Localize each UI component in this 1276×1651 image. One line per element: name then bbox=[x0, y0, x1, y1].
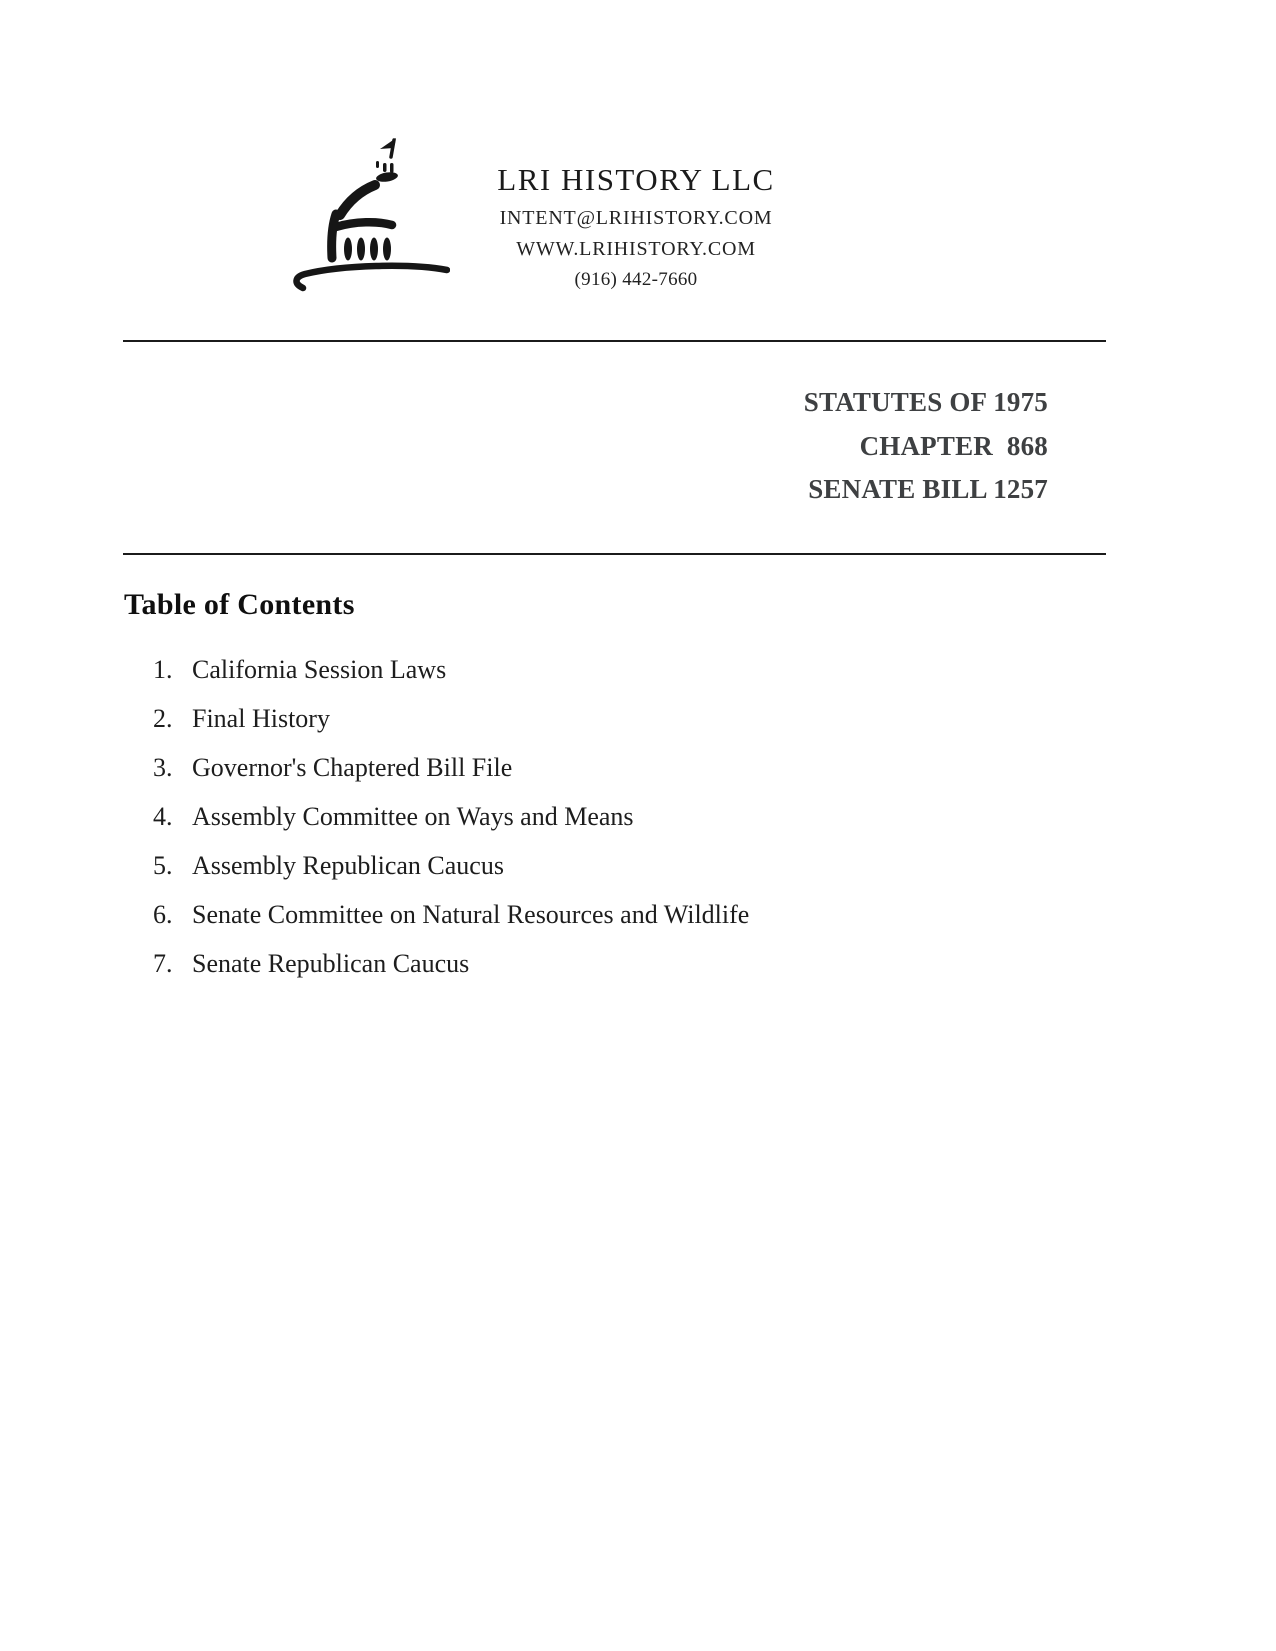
top-divider-rule bbox=[123, 340, 1106, 342]
toc-list bbox=[153, 645, 1103, 988]
toc-item-label: Governor's Chaptered Bill File bbox=[192, 753, 513, 782]
senate-bill-line: SENATE BILL 1257 bbox=[808, 474, 1048, 504]
toc-item-number: 5. bbox=[153, 851, 173, 880]
toc-item-label: Final History bbox=[192, 704, 330, 733]
toc-item-number: 2. bbox=[153, 704, 173, 733]
toc-item bbox=[153, 694, 1103, 743]
toc-item bbox=[153, 841, 1103, 890]
company-name: LRI HISTORY LLC bbox=[497, 162, 775, 197]
toc-item bbox=[153, 792, 1103, 841]
toc-item-label: California Session Laws bbox=[192, 655, 447, 684]
toc-item-number: 6. bbox=[153, 900, 173, 929]
email-address: INTENT@LRIHISTORY.COM bbox=[499, 207, 773, 229]
toc-heading: Table of Contents bbox=[124, 588, 355, 621]
statutes-title-block bbox=[488, 381, 1048, 512]
toc-item bbox=[153, 645, 1103, 694]
toc-item-number: 7. bbox=[153, 949, 173, 978]
bottom-divider-rule bbox=[123, 553, 1106, 555]
toc-item bbox=[153, 743, 1103, 792]
phone-number: (916) 442-7660 bbox=[574, 269, 698, 290]
toc-item-label: Senate Republican Caucus bbox=[192, 949, 470, 978]
statutes-year-line: STATUTES OF 1975 bbox=[803, 387, 1048, 417]
toc-item bbox=[153, 890, 1103, 939]
toc-item-number: 4. bbox=[153, 802, 173, 831]
toc-item-label: Assembly Committee on Ways and Means bbox=[192, 802, 634, 831]
toc-item-number: 3. bbox=[153, 753, 173, 782]
toc-item-label: Senate Committee on Natural Resources and Wildlife bbox=[192, 900, 750, 929]
letterhead bbox=[386, 160, 886, 292]
chapter-line: CHAPTER 868 bbox=[859, 430, 1048, 461]
toc-item bbox=[153, 939, 1103, 988]
website-address: WWW.LRIHISTORY.COM bbox=[516, 238, 756, 260]
toc-item-number: 1. bbox=[153, 655, 173, 684]
toc-item-label: Assembly Republican Caucus bbox=[192, 851, 504, 880]
